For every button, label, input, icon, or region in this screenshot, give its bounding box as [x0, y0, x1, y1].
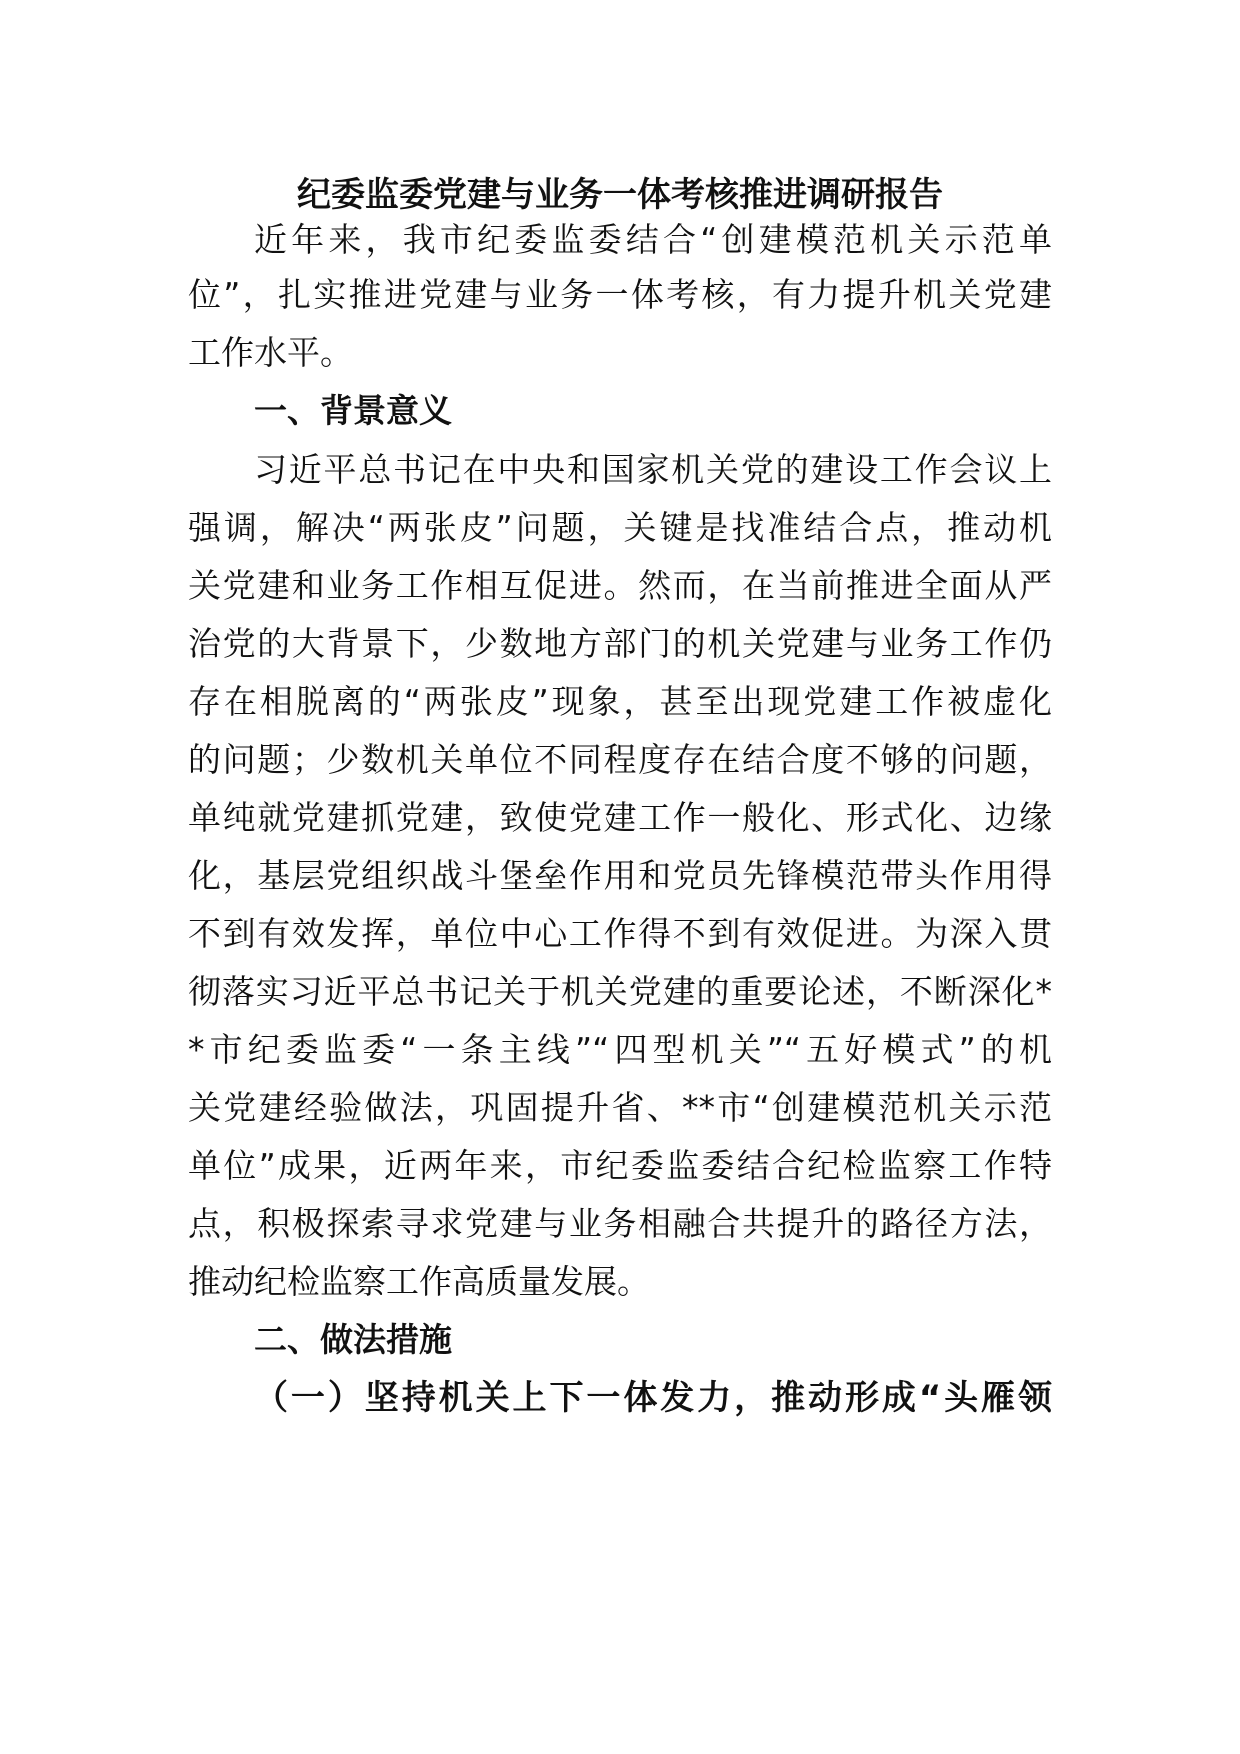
section1-line-4: 治党的大背景下，少数地方部门的机关党建与业务工作仍 — [188, 624, 1052, 663]
section1-line-11: *市纪委监委“一条主线”“四型机关”“五好模式”的机 — [188, 1030, 1052, 1069]
section1-line-14: 点，积极探索寻求党建与业务相融合共提升的路径方法， — [188, 1204, 1052, 1243]
section1-line-5: 存在相脱离的“两张皮”现象，甚至出现党建工作被虚化 — [188, 682, 1052, 721]
section-heading-background: 一、背景意义 — [254, 391, 452, 430]
section-heading-measures: 二、做法措施 — [254, 1320, 452, 1359]
section1-line-2: 强调，解决“两张皮”问题，关键是找准结合点，推动机 — [188, 508, 1052, 547]
section1-line-3: 关党建和业务工作相互促进。然而，在当前推进全面从严 — [188, 566, 1052, 605]
section1-line-10: 彻落实习近平总书记关于机关党建的重要论述，不断深化* — [188, 972, 1052, 1011]
section1-line-9: 不到有效发挥，单位中心工作得不到有效促进。为深入贯 — [188, 914, 1052, 953]
section1-line-8: 化，基层党组织战斗堡垒作用和党员先锋模范带头作用得 — [188, 856, 1052, 895]
intro-line-2: 位”，扎实推进党建与业务一体考核，有力提升机关党建 — [188, 275, 1052, 314]
section1-line-7: 单纯就党建抓党建，致使党建工作一般化、形式化、边缘 — [188, 798, 1052, 837]
subsection-heading-1: （一）坚持机关上下一体发力，推动形成“头雁领 — [254, 1378, 1052, 1418]
section1-line-1: 习近平总书记在中央和国家机关党的建设工作会议上 — [254, 450, 1052, 489]
section1-line-6: 的问题；少数机关单位不同程度存在结合度不够的问题， — [188, 740, 1052, 779]
section1-line-13: 单位”成果，近两年来，市纪委监委结合纪检监察工作特 — [188, 1146, 1052, 1185]
section1-line-12: 关党建经验做法，巩固提升省、**市“创建模范机关示范 — [188, 1088, 1052, 1127]
intro-line-1: 近年来，我市纪委监委结合“创建模范机关示范单 — [254, 220, 1052, 259]
intro-line-3: 工作水平。 — [188, 333, 353, 372]
document-title: 纪委监委党建与业务一体考核推进调研报告 — [297, 175, 943, 215]
section1-line-15: 推动纪检监察工作高质量发展。 — [188, 1262, 650, 1301]
